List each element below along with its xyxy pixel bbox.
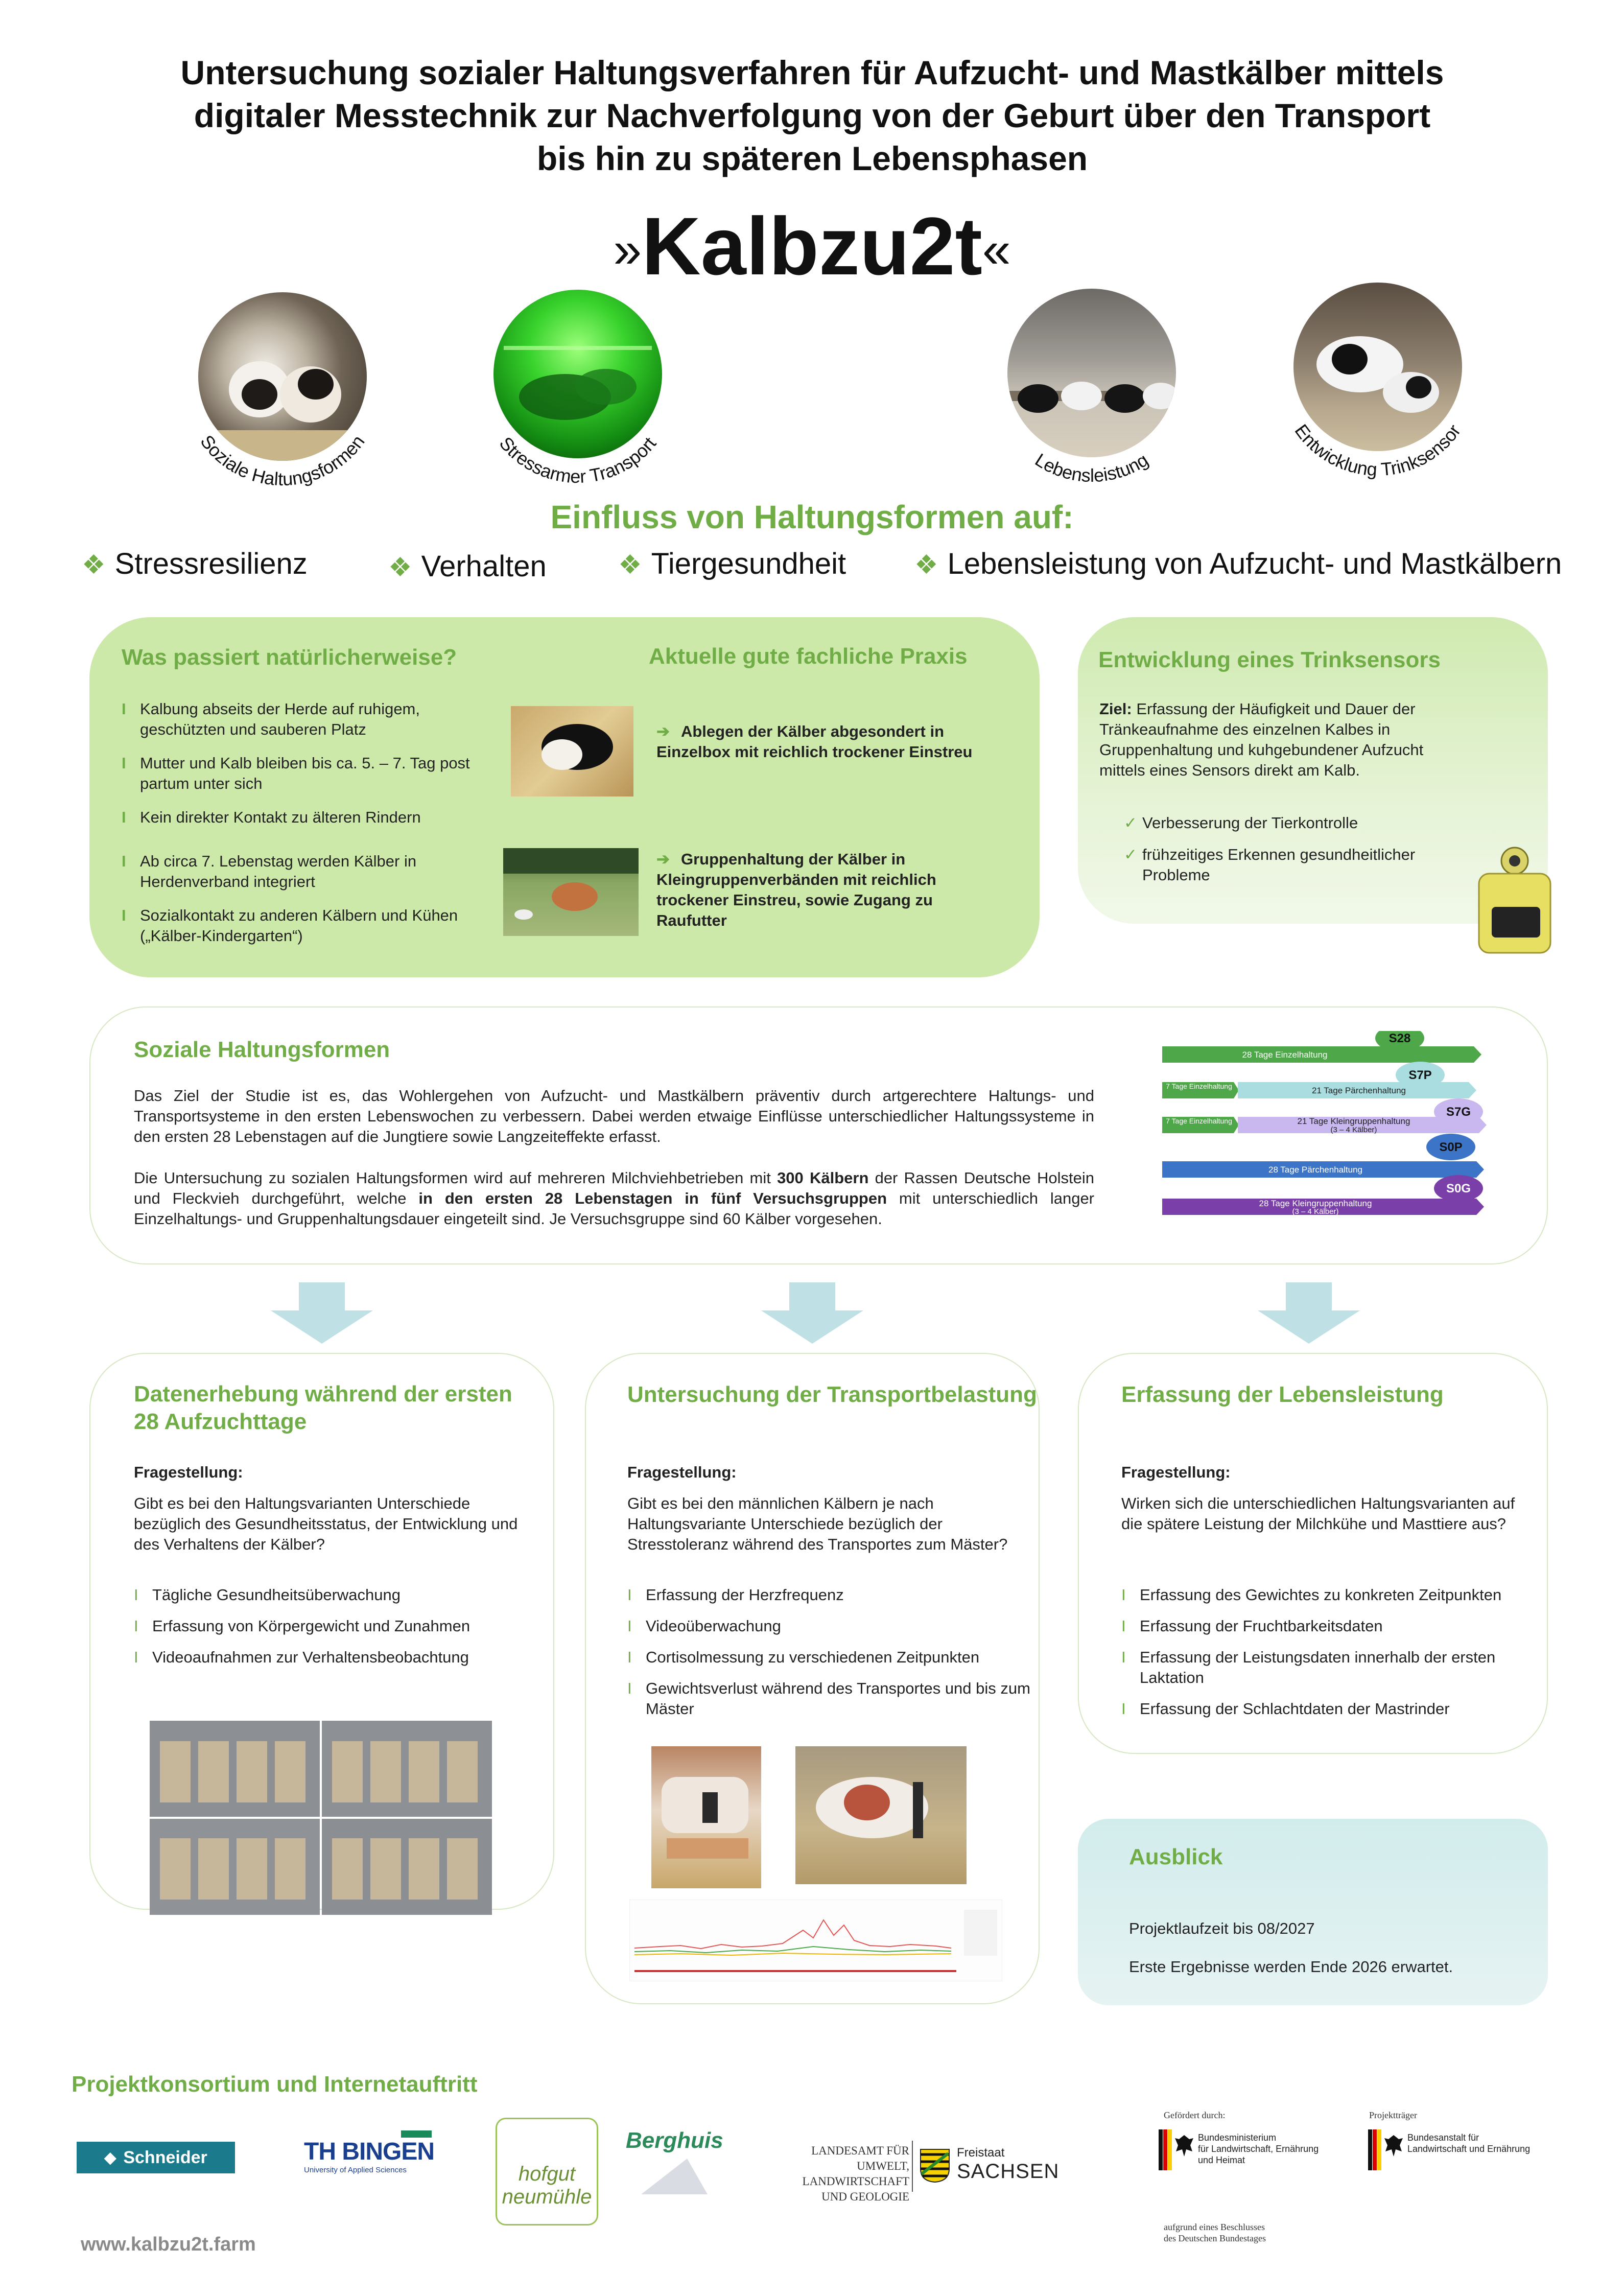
cow-pasture-illustration xyxy=(503,848,639,936)
transport-list xyxy=(627,1585,1036,1719)
pen-camera-illustration xyxy=(150,1721,492,1915)
group-bar-label: 28 Tage Einzelhaltung xyxy=(1242,1050,1328,1060)
sensor-heading: Entwicklung eines Trinksensors xyxy=(1098,647,1441,672)
title-line: Untersuchung sozialer Haltungsverfahren für Aufzucht- und Mastkälber mittels xyxy=(180,54,1444,91)
list-item-text: frühzeitiges Erkennen gesundheitlicher Probleme xyxy=(1142,846,1416,884)
list-item: I Erfassung der Schlachtdaten der Mastrinder xyxy=(1121,1699,1530,1719)
schneider-logo: ◆ Schneider xyxy=(77,2142,235,2173)
question-label: Fragestellung: xyxy=(134,1463,243,1481)
topic-text-performance: Lebensleistung xyxy=(1031,449,1152,486)
logo-bar xyxy=(401,2130,432,2138)
list-item: I Videoaufnahmen zur Verhaltensbeobachtung xyxy=(134,1647,532,1668)
sensor-goal xyxy=(1099,699,1457,781)
svg-text:Entwicklung Trinksensor xyxy=(1291,420,1465,480)
poster-title xyxy=(77,51,1548,180)
group-bar-sub: (3 – 4 Kälber) xyxy=(1330,1126,1377,1134)
list-item: I Mutter und Kalb bleiben bis ca. 5. – 7. Tag post partum unter sich xyxy=(122,753,484,794)
group-code: S7G xyxy=(1446,1105,1471,1119)
influence-item-label: Tiergesundheit xyxy=(651,547,846,580)
influence-item xyxy=(618,547,846,581)
diamond-bullet-icon: ❖ xyxy=(82,550,106,580)
sachsen-label: SACHSEN xyxy=(957,2160,1060,2183)
influence-item-label: Lebensleistung von Aufzucht- und Mastkälbern xyxy=(947,547,1562,580)
list-item: I Kein direkter Kontakt zu älteren Rindern xyxy=(122,807,484,828)
list-item-text: Verbesserung der Tierkontrolle xyxy=(1142,814,1358,832)
curved-text-transport xyxy=(468,273,688,493)
list-item: I Cortisolmessung zu verschiedenen Zeitpunkten xyxy=(627,1647,1036,1668)
topic-label-transport xyxy=(468,273,688,496)
berghuis-logo: Berghuis xyxy=(626,2128,723,2205)
down-arrow-icon xyxy=(1258,1282,1360,1344)
group-bar-label: 21 Tage Kleingruppenhaltung xyxy=(1297,1116,1410,1126)
pen-camera-grid xyxy=(150,1721,492,1915)
influence-item-label: Stressresilienz xyxy=(114,547,308,580)
goal-text: Erfassung der Häufigkeit und Dauer der Tränkeaufnahme des einzelnen Kalbes in Gruppenhaltung und kuhgebundener Aufzucht mittels eines Sensors direkt am Kalb. xyxy=(1099,700,1424,779)
funded-by-label: Gefördert durch: xyxy=(1164,2110,1226,2120)
natural-list xyxy=(122,699,484,946)
performance-heading: Erfassung der Lebensleistung xyxy=(1121,1382,1444,1407)
topic-text-transport: Stressarmer Transport xyxy=(495,432,661,487)
curved-text-social xyxy=(173,276,392,496)
influence-item xyxy=(388,549,547,583)
group-code: S28 xyxy=(1388,1032,1411,1045)
data-collection-list xyxy=(134,1585,532,1668)
th-bingen-logo: TH BINGEN University of Applied Sciences xyxy=(304,2130,447,2187)
calf-harness-photo xyxy=(795,1746,967,1884)
ear-tag-graphic xyxy=(1476,846,1553,955)
transport-heading: Untersuchung der Transportbelastung xyxy=(627,1382,1037,1407)
question-label: Fragestellung: xyxy=(627,1463,737,1481)
sensor-list xyxy=(1124,813,1481,885)
topic-label-sensor xyxy=(1268,266,1488,488)
outlook-line-2: Erste Ergebnisse werden Ende 2026 erwartet. xyxy=(1129,1958,1453,1976)
curved-text-sensor xyxy=(1268,266,1488,486)
bmel-label: Bundesministerium für Landwirtschaft, Ernährung und Heimat xyxy=(1198,2133,1319,2165)
group-bar-label: 28 Tage Pärchenhaltung xyxy=(1268,1165,1363,1175)
saxony-coat-of-arms-icon xyxy=(920,2148,950,2183)
diamond-bullet-icon: ❖ xyxy=(388,553,412,582)
down-arrow-icon xyxy=(761,1282,863,1344)
checkmark-icon: ✓ xyxy=(1124,814,1137,832)
checkmark-icon: ✓ xyxy=(1124,846,1137,863)
topic-label-social xyxy=(173,276,392,498)
group-code: S0P xyxy=(1439,1140,1463,1154)
diamond-bullet-icon: ❖ xyxy=(618,550,642,580)
federal-eagle-icon xyxy=(1383,2133,1404,2159)
topic-text-sensor: Entwicklung Trinksensor xyxy=(1290,420,1465,480)
trial-groups-diagram xyxy=(1162,1031,1489,1225)
list-item: I Erfassung der Leistungsdaten innerhalb der ersten Laktation xyxy=(1121,1647,1530,1688)
natural-heading: Was passiert natürlicherweise? xyxy=(122,645,457,670)
list-item xyxy=(1124,813,1481,833)
down-arrow-icon xyxy=(271,1282,373,1344)
calf-harness-illustration xyxy=(795,1746,967,1884)
logo-divider xyxy=(912,2141,913,2192)
calf-sensor-photo xyxy=(651,1746,761,1888)
brand-name: Kalbzu2t xyxy=(642,200,982,292)
arrow-right-icon: ➔ xyxy=(656,722,670,740)
list-item xyxy=(1124,845,1481,885)
ear-tag-sensor-icon xyxy=(1476,846,1553,955)
list-item: I Tägliche Gesundheitsüberwachung xyxy=(134,1585,532,1605)
influence-title: Einfluss von Haltungsformen auf: xyxy=(550,499,1074,535)
calf-straw-illustration xyxy=(511,706,633,796)
list-item: I Kalbung abseits der Herde auf ruhigem, geschützten und sauberen Platz xyxy=(122,699,484,740)
svg-text:Lebensleistung xyxy=(1031,449,1152,486)
list-item: I Videoüberwachung xyxy=(627,1616,1036,1636)
title-line: digitaler Messtechnik zur Nachverfolgung von der Geburt über den Transport xyxy=(194,97,1431,134)
question-text: Gibt es bei den Haltungsvarianten Unterschiede bezüglich des Gesundheitsstatus, der Entwicklung und des Verhaltens der Kälber? xyxy=(134,1494,518,1553)
topic-label-performance xyxy=(982,272,1202,495)
group-code: S0G xyxy=(1446,1182,1471,1196)
list-item: I Ab circa 7. Lebenstag werden Kälber in Herdenverband integriert xyxy=(122,851,484,892)
heart-rate-chart-svg xyxy=(629,1900,1002,1981)
consortium-heading: Projektkonsortium und Internetauftritt xyxy=(72,2072,478,2097)
calf-straw-photo xyxy=(511,706,633,796)
group-bar-label: 28 Tage Kleingruppenhaltung xyxy=(1259,1199,1372,1208)
group-code: S7P xyxy=(1408,1068,1432,1082)
calf-sensor-illustration xyxy=(651,1746,761,1888)
group-pre-label: 7 Tage Einzelhaltung xyxy=(1166,1082,1232,1090)
cow-pasture-photo xyxy=(503,848,639,936)
federal-eagle-icon xyxy=(1174,2133,1194,2159)
question-text: Wirken sich die unterschiedlichen Haltungsvarianten auf die spätere Leistung der Milchkühe und Masttiere aus? xyxy=(1121,1494,1515,1533)
curved-text-performance xyxy=(982,272,1202,492)
title-line: bis hin zu späteren Lebensphasen xyxy=(536,139,1088,177)
group-pre-label: 7 Tage Einzelhaltung xyxy=(1166,1117,1232,1125)
outlook-line-1: Projektlaufzeit bis 08/2027 xyxy=(1129,1919,1315,1937)
list-item: I Erfassung der Fruchtbarkeitsdaten xyxy=(1121,1616,1530,1636)
bundestag-decision: aufgrund eines Beschlusses des Deutschen Bundestages xyxy=(1164,2222,1266,2243)
svg-text:Soziale Haltungsformen xyxy=(196,431,368,490)
list-item: I Sozialkontakt zu anderen Kälbern und Kühen („Kälber-Kindergarten“) xyxy=(122,905,484,946)
freistaat-label: Freistaat xyxy=(957,2146,1005,2160)
trial-groups-svg xyxy=(1162,1031,1489,1225)
list-item: I Erfassung des Gewichtes zu konkreten Zeitpunkten xyxy=(1121,1585,1530,1605)
question-text: Gibt es bei den männlichen Kälbern je nach Haltungsvariante Unterschiede bezüglich der Stresstoleranz während des Transportes zum Mäster? xyxy=(627,1494,1008,1553)
german-flag-icon xyxy=(1368,2129,1381,2170)
ble-label: Bundesanstalt für Landwirtschaft und Ernährung xyxy=(1407,2133,1531,2154)
svg-text:Stressarmer Transport xyxy=(496,433,661,487)
data-collection-heading: Datenerhebung während der ersten 28 Aufzuchttage xyxy=(134,1381,512,1434)
german-flag-icon xyxy=(1159,2129,1172,2170)
brand-close-quote: « xyxy=(982,221,1011,278)
list-item: I Erfassung von Körpergewicht und Zunahmen xyxy=(134,1616,532,1636)
practice-item-1 xyxy=(656,721,1004,762)
website-link[interactable]: www.kalbzu2t.farm xyxy=(81,2234,256,2255)
brand-open-quote: » xyxy=(613,221,642,278)
practice-item-text: Gruppenhaltung der Kälber in Kleingruppenverbänden mit reichlich trockener Einstreu, sowie Zugang zu Raufutter xyxy=(656,850,936,929)
diamond-logo-icon: ◆ xyxy=(104,2149,116,2166)
hofgut-neumuehle-logo: hofgut neumühle xyxy=(496,2118,598,2225)
lfulg-logo: LANDESAMT FÜR UMWELT, LANDWIRTSCHAFT UND GEOLOGIE xyxy=(802,2144,909,2203)
social-heading: Soziale Haltungsformen xyxy=(134,1037,390,1062)
social-paragraph-1: Das Ziel der Studie ist es, das Wohlergehen von Aufzucht- und Mastkälbern präventiv durch artgerechtere Haltungs- und Transportsysteme in den ersten Lebenswochen zu verbessern. Dabei werden etwaige Einflüsse unterschiedlicher Haltungssysteme in den ersten 28 Lebenstagen auf die Jungtiere sowie Langzeiteffekte erfasst. xyxy=(134,1087,1094,1145)
question-label: Fragestellung: xyxy=(1121,1463,1231,1481)
influence-item-label: Verhalten xyxy=(421,550,547,583)
goal-label: Ziel: xyxy=(1099,700,1132,718)
topic-text-social: Soziale Haltungsformen xyxy=(196,431,369,490)
practice-item-2 xyxy=(656,849,988,931)
berghuis-shape-icon xyxy=(626,2153,723,2199)
heart-rate-chart xyxy=(629,1900,1002,1981)
arrow-right-icon: ➔ xyxy=(656,850,670,868)
project-carrier-label: Projektträger xyxy=(1369,2110,1417,2120)
social-paragraph-2: Die Untersuchung zu sozialen Haltungsformen wird auf mehreren Milchviehbetrieben mit 300 Kälbern der Rassen Deutsche Holstein und Fleckvieh durchgeführt, welche in den ersten 28 Lebenstagen in fünf Versuchsgruppen mit unterschiedlich langer Einzelhaltungs- und Gruppenhaltungsdauer eingeteilt sind. Je Versuchsgruppe sind 60 Kälber vorgesehen. xyxy=(134,1169,1095,1228)
influence-item xyxy=(82,547,308,581)
practice-item-text: Ablegen der Kälber abgesondert in Einzelbox mit reichlich trockener Einstreu xyxy=(656,722,973,761)
performance-list xyxy=(1121,1585,1530,1719)
group-bar-sub: (3 – 4 Kälber) xyxy=(1292,1207,1339,1216)
influence-item xyxy=(914,547,1562,581)
list-item: I Gewichtsverlust während des Transportes und bis zum Mäster xyxy=(627,1678,1036,1719)
outlook-heading: Ausblick xyxy=(1129,1844,1223,1869)
group-bar-label: 21 Tage Pärchenhaltung xyxy=(1311,1086,1406,1095)
list-item: I Erfassung der Herzfrequenz xyxy=(627,1585,1036,1605)
diamond-bullet-icon: ❖ xyxy=(914,550,938,580)
practice-heading: Aktuelle gute fachliche Praxis xyxy=(649,644,968,669)
